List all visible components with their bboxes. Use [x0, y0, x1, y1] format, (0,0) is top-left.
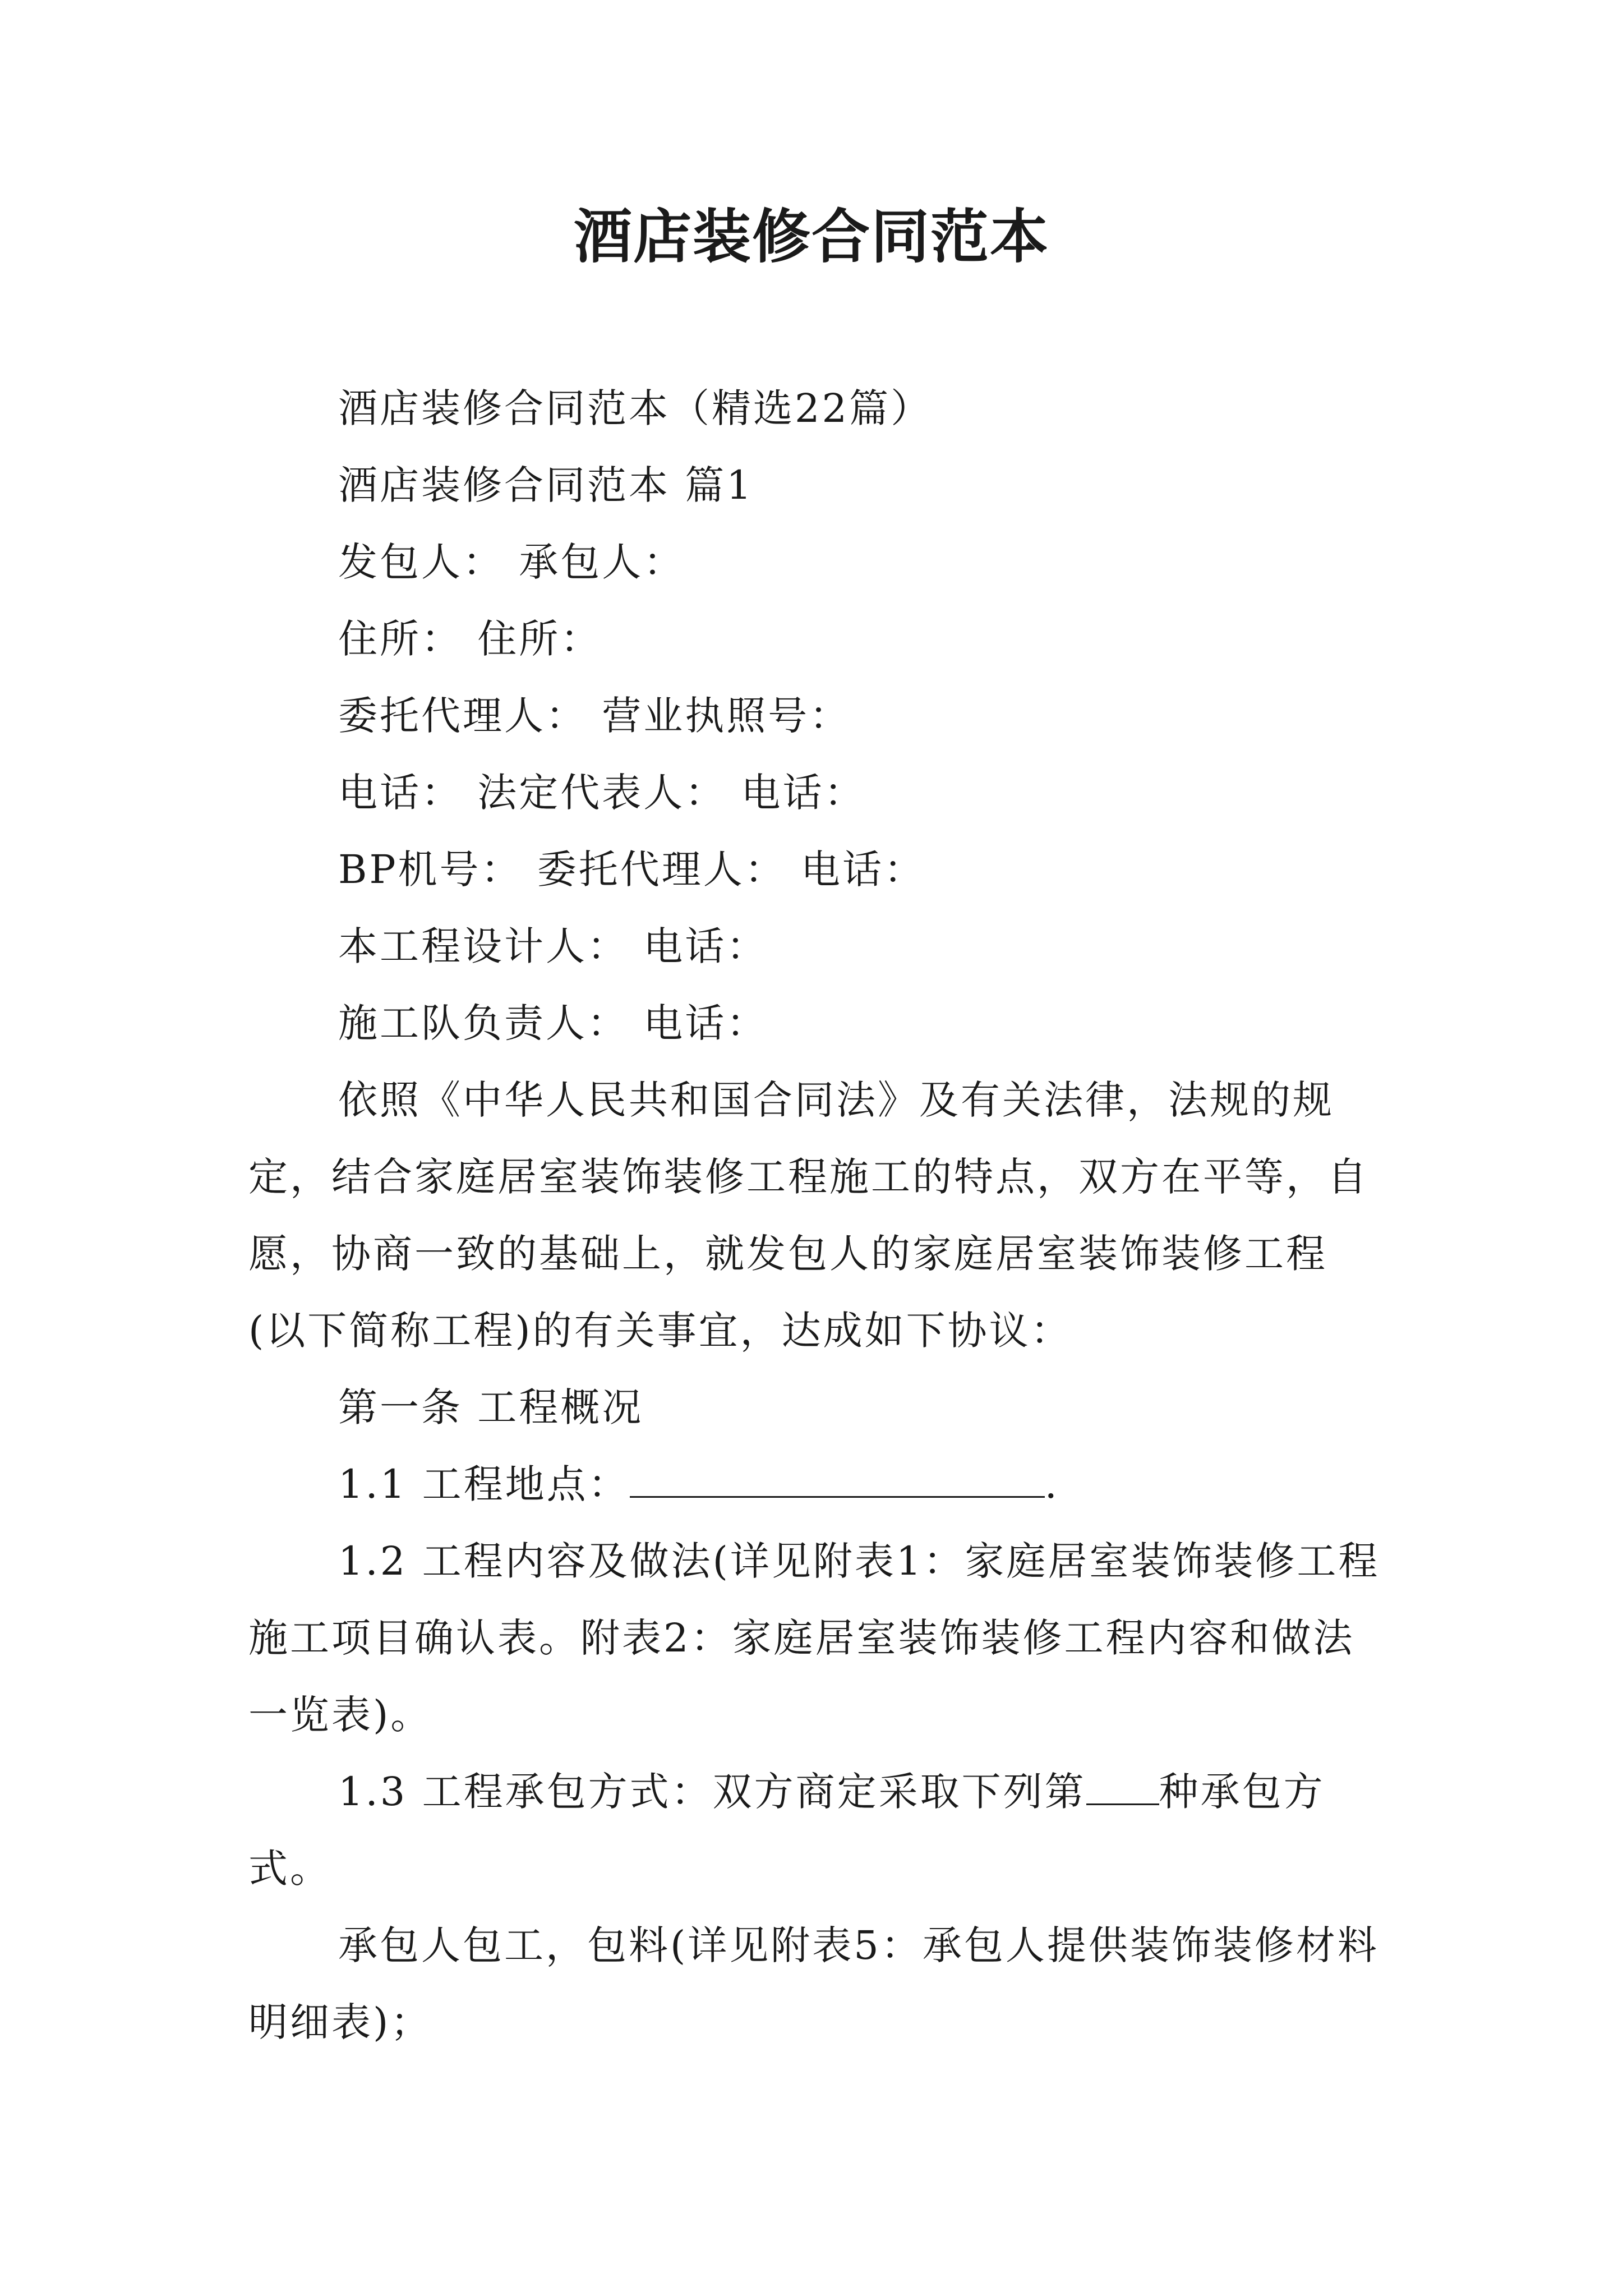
- document-body: [248, 370, 1381, 2061]
- clause-1-2: 1.2 工程内容及做法(详见附表1：家庭居室装饰装修工程施工项目确认表。附表2：家庭居室装饰装修工程内容和做法一览表)。: [248, 1538, 1380, 1738]
- clause-1-1: [248, 1446, 1381, 1523]
- subtitle: 酒店装修合同范本（精选22篇）: [338, 385, 933, 431]
- section-heading: 酒店装修合同范本 篇1: [338, 462, 754, 508]
- party-line: 施工队负责人： 电话：: [338, 1000, 768, 1046]
- fill-in-blank: [630, 1457, 1045, 1498]
- party-line: 委托代理人： 营业执照号：: [338, 693, 851, 739]
- clause-1-3: [248, 1754, 1381, 1907]
- article-heading: 第一条 工程概况: [338, 1384, 644, 1430]
- clause-1-3-text-end: 种承包方式。: [248, 1769, 1325, 1892]
- contract-option: 承包人包工，包料(详见附表5：承包人提供装饰装修材料明细表)；: [248, 1922, 1379, 2045]
- party-line: BP机号： 委托代理人： 电话：: [338, 846, 926, 892]
- clause-1-3-text: 1.3 工程承包方式：双方商定采取下列第: [338, 1769, 1086, 1815]
- party-line: 本工程设计人： 电话：: [338, 923, 768, 969]
- party-line: 发包人： 承包人：: [338, 539, 685, 585]
- clause-1-1-end: .: [1044, 1461, 1059, 1507]
- preamble-paragraph: 依照《中华人民共和国合同法》及有关法律，法规的规定，结合家庭居室装饰装修工程施工的特点，双方在平等，自愿，协商一致的基础上，就发包人的家庭居室装饰装修工程(以下简称工程)的有关事宜，达成如下协议：: [248, 1077, 1369, 1354]
- fill-in-blank: [1086, 1764, 1159, 1805]
- party-line: 住所： 住所：: [338, 616, 602, 662]
- document-title: 酒店装修合同范本: [573, 202, 1049, 271]
- party-line: 电话： 法定代表人： 电话：: [338, 770, 866, 816]
- clause-1-1-label: 1.1 工程地点：: [338, 1461, 630, 1507]
